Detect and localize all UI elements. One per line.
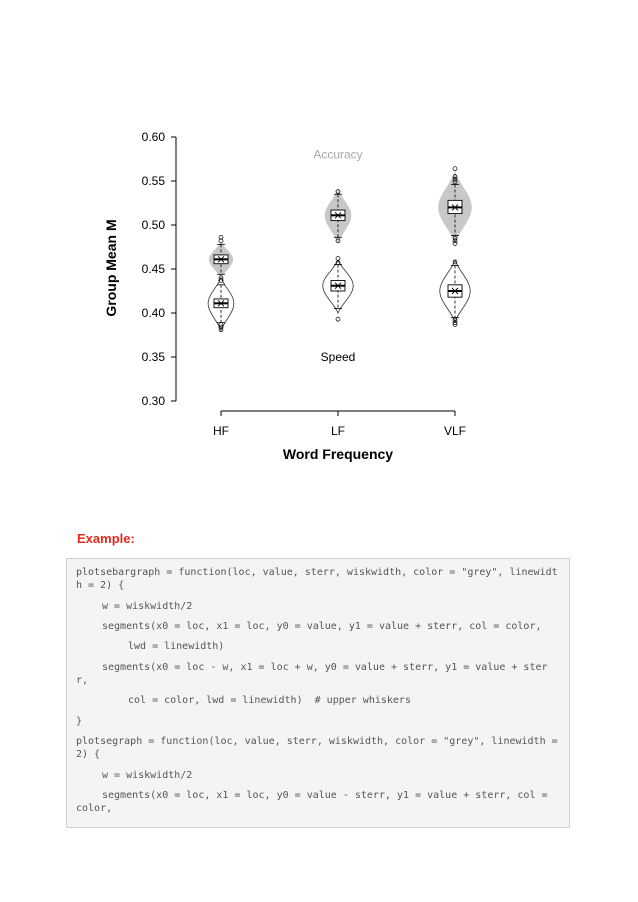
y-tick-label: 0.50	[141, 218, 165, 232]
y-tick-label: 0.30	[141, 394, 165, 408]
y-tick-label: 0.35	[141, 350, 165, 364]
y-tick-label: 0.40	[141, 306, 165, 320]
y-tick-label: 0.60	[141, 130, 165, 144]
y-axis-title: Group Mean M	[103, 219, 119, 317]
outlier-point	[336, 317, 340, 321]
code-line	[76, 789, 559, 815]
chart-violins	[208, 167, 471, 332]
annotation-label: Speed	[320, 350, 356, 364]
code-line: plotsegraph = function(loc, value, sterr, wiskwidth, color = "grey", linewidth = 2) {	[76, 736, 564, 761]
code-line: w = wiskwidth/2	[102, 600, 193, 612]
code-line-text: segments(x0 = loc - w, x1 = loc + w, y0 = value + sterr, y1 = value + sterr,	[76, 661, 548, 686]
code-line	[76, 620, 559, 633]
code-line-text: segments(x0 = loc, x1 = loc, y0 = value, y1 = value + sterr, col = color,	[102, 620, 542, 632]
x-axis-title: Word Frequency	[282, 446, 394, 462]
code-line: }	[76, 715, 83, 727]
code-line: lwd = linewidth)	[128, 641, 225, 653]
y-tick-label: 0.55	[141, 174, 165, 188]
chart-labels	[103, 148, 393, 462]
annotation-label: Accuracy	[313, 147, 363, 162]
x-tick-label: LF	[330, 424, 346, 438]
code-block	[66, 558, 570, 828]
chart-axes	[142, 130, 466, 438]
code-line: plotsebargraph = function(loc, value, sterr, wiskwidth, color = "grey", linewidth = 2) {	[76, 567, 558, 592]
example-heading: Example:	[77, 531, 135, 546]
code-line	[76, 661, 559, 687]
code-line-text: segments(x0 = loc, x1 = loc, y0 = value - sterr, y1 = value + sterr, col = color,	[76, 790, 554, 815]
y-tick-label: 0.45	[141, 262, 165, 276]
outlier-point	[453, 167, 457, 171]
x-tick-label: HF	[213, 424, 229, 438]
code-line: w = wiskwidth/2	[102, 769, 193, 781]
x-tick-label: VLF	[443, 424, 467, 438]
code-line: col = color, lwd = linewidth) # upper whiskers	[128, 695, 411, 707]
